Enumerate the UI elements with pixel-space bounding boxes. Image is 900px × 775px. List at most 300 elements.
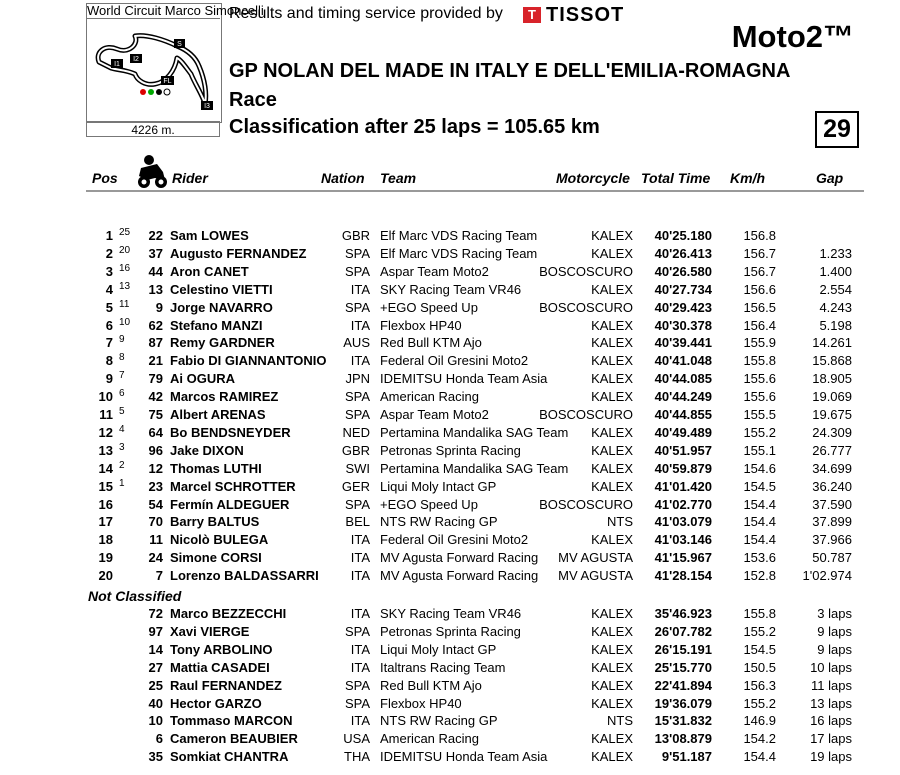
rider-name: Celestino VIETTI (170, 281, 273, 297)
position: 18 (98, 532, 113, 548)
nation: ITA (350, 568, 370, 584)
nation: SPA (344, 299, 370, 315)
rider-name: Nicolò BULEGA (170, 532, 269, 548)
gap: 1'02.974 (802, 568, 852, 584)
team-name: Aspar Team Moto2 (380, 263, 489, 279)
white-dot-icon (164, 89, 170, 95)
grid-position: 20 (119, 244, 131, 256)
speed-kmh: 155.9 (743, 335, 776, 351)
grid-position: 25 (119, 227, 131, 238)
rider-number: 87 (148, 335, 163, 351)
speed-kmh: 156.8 (743, 228, 776, 243)
rider-number: 54 (148, 496, 163, 512)
position: 5 (105, 299, 113, 315)
motorcycle: BOSCOSCURO (539, 496, 633, 512)
total-time: 41'03.079 (654, 514, 712, 530)
nation: THA (344, 749, 370, 765)
position: 13 (98, 442, 113, 458)
gap: 1.400 (819, 263, 852, 279)
grid-position: 4 (119, 423, 125, 435)
table-row (86, 334, 864, 352)
table-row (86, 460, 864, 478)
rider-number: 70 (148, 514, 163, 530)
speed-kmh: 156.7 (743, 263, 776, 279)
rider-name: Tommaso MARCON (170, 713, 293, 729)
speed-kmh: 155.2 (743, 623, 776, 639)
total-time: 40'26.413 (654, 245, 712, 261)
speed-kmh: 156.4 (743, 317, 776, 333)
nation: ITA (350, 659, 370, 675)
rider-number: 23 (148, 478, 163, 494)
team-name: Elf Marc VDS Racing Team (380, 228, 538, 243)
gap: 34.699 (812, 460, 852, 476)
event-name: GP NOLAN DEL MADE IN ITALY E DELL'EMILIA-ROMAGNA (229, 60, 791, 82)
speed-kmh: 154.4 (743, 514, 776, 530)
rider-number: 12 (148, 460, 163, 476)
rider-number: 40 (148, 695, 163, 711)
nation: SPA (344, 245, 370, 261)
rider-number: 14 (148, 641, 163, 657)
rider-name: Marco BEZZECCHI (170, 606, 287, 621)
gap: 50.787 (812, 550, 852, 566)
speed-kmh: 154.5 (743, 478, 776, 494)
table-row (86, 263, 864, 281)
motorcycle: KALEX (591, 335, 633, 351)
rider-number: 42 (148, 389, 163, 405)
rider-name: Hector GARZO (170, 695, 262, 711)
total-time: 40'41.048 (654, 353, 712, 369)
rider-name: Simone CORSI (170, 550, 262, 566)
table-row (86, 748, 864, 766)
rider-name: Jake DIXON (170, 442, 244, 458)
table-row (86, 478, 864, 496)
gap: 1.233 (819, 245, 852, 261)
rider-number: 72 (148, 606, 163, 621)
rider-number: 62 (148, 317, 163, 333)
motorcycle: KALEX (591, 623, 633, 639)
total-time: 40'26.580 (654, 263, 712, 279)
gap: 10 laps (810, 659, 852, 675)
header-gap: Gap (816, 170, 844, 186)
table-row (86, 567, 864, 585)
motorcycle: KALEX (591, 749, 633, 765)
position: 20 (98, 568, 113, 584)
team-name: NTS RW Racing GP (380, 713, 498, 729)
rider-number: 21 (148, 353, 163, 369)
gap: 9 laps (817, 623, 852, 639)
nation: SPA (344, 623, 370, 639)
rider-name: Aron CANET (170, 263, 249, 279)
speed-kmh: 155.8 (743, 606, 776, 621)
gap: 3 laps (817, 606, 852, 621)
gap: 37.899 (812, 514, 852, 530)
motorcycle: NTS (607, 713, 633, 729)
motorcycle: KALEX (591, 731, 633, 747)
nation: ITA (350, 713, 370, 729)
rider-name: Mattia CASADEI (170, 659, 270, 675)
motorcycle: KALEX (591, 606, 633, 621)
table-row (86, 352, 864, 370)
team-name: Federal Oil Gresini Moto2 (380, 353, 529, 369)
motorcycle: KALEX (591, 245, 633, 261)
nation: ITA (350, 532, 370, 548)
team-name: American Racing (380, 389, 479, 405)
motorcycle: KALEX (591, 641, 633, 657)
motorcycle: KALEX (591, 424, 633, 440)
team-name: SKY Racing Team VR46 (380, 606, 522, 621)
team-name: Petronas Sprinta Racing (380, 623, 521, 639)
tissot-wordmark: TISSOT (546, 4, 625, 26)
gap: 15.868 (812, 353, 852, 369)
rider-name: Marcos RAMIREZ (170, 389, 279, 405)
total-time: 40'51.957 (654, 442, 712, 458)
gap: 16 laps (810, 713, 852, 729)
total-time: 41'15.967 (654, 550, 712, 566)
timing-service-text: Results and timing service provided by (229, 5, 503, 22)
red-light-icon (140, 89, 146, 95)
motorcycle: KALEX (591, 478, 633, 494)
team-name: Petronas Sprinta Racing (380, 442, 521, 458)
team-name: Flexbox HP40 (380, 317, 462, 333)
speed-kmh: 156.3 (743, 677, 776, 693)
motorcycle: KALEX (591, 389, 633, 405)
table-row (86, 281, 864, 299)
nation: SPA (344, 695, 370, 711)
rider-name: Somkiat CHANTRA (170, 749, 289, 765)
gap: 24.309 (812, 424, 852, 440)
rider-number: 44 (148, 263, 163, 279)
rider-name: Marcel SCHROTTER (170, 478, 296, 494)
map-label-i2: I2 (133, 56, 139, 63)
grid-position: 10 (119, 316, 131, 328)
gap: 17 laps (810, 731, 852, 747)
position: 9 (105, 371, 113, 387)
motorcycle: BOSCOSCURO (539, 263, 633, 279)
rider-number: 6 (155, 731, 163, 747)
team-name: Red Bull KTM Ajo (380, 677, 482, 693)
motorcycle: BOSCOSCURO (539, 407, 633, 422)
table-row (86, 299, 864, 317)
gap: 37.966 (812, 532, 852, 548)
header-team: Team (380, 170, 417, 186)
total-time: 26'15.191 (654, 641, 712, 657)
rider-number: 79 (148, 371, 163, 387)
motorcycle: MV AGUSTA (558, 550, 633, 566)
speed-kmh: 154.5 (743, 641, 776, 657)
motorcycle: KALEX (591, 353, 633, 369)
gap: 19.675 (812, 407, 852, 422)
rider-name: Lorenzo BALDASSARRI (170, 568, 319, 584)
position: 10 (98, 389, 113, 405)
grid-position: 2 (119, 459, 125, 471)
motorcycle: KALEX (591, 677, 633, 693)
motorcycle: KALEX (591, 659, 633, 675)
nation: ITA (350, 353, 370, 369)
table-row (86, 695, 864, 713)
rider-number: 11 (149, 532, 163, 548)
table-row (86, 424, 864, 442)
speed-kmh: 156.7 (743, 245, 776, 261)
gap: 14.261 (812, 335, 852, 351)
class-title: Moto2™ (731, 19, 854, 54)
grid-position: 1 (119, 477, 125, 489)
position: 2 (105, 245, 113, 261)
grid-position: 5 (119, 406, 125, 417)
position: 15 (98, 478, 113, 494)
team-name: Pertamina Mandalika SAG Team (380, 424, 569, 440)
motorcycle: KALEX (591, 460, 633, 476)
nation: GBR (341, 442, 370, 458)
motorcycle: KALEX (591, 442, 633, 458)
position: 8 (105, 353, 113, 369)
nation: SPA (344, 677, 370, 693)
total-time: 41'01.420 (654, 478, 712, 494)
rider-name: Tony ARBOLINO (170, 641, 273, 657)
rider-number: 25 (148, 677, 163, 693)
table-row (86, 442, 864, 460)
nation: SWI (345, 460, 370, 476)
total-time: 40'59.879 (654, 460, 712, 476)
header-nation: Nation (321, 170, 365, 186)
total-time: 35'46.923 (654, 606, 712, 621)
position: 6 (105, 317, 113, 333)
team-name: SKY Racing Team VR46 (380, 281, 522, 297)
team-name: Flexbox HP40 (380, 695, 462, 711)
speed-kmh: 155.5 (743, 407, 776, 422)
position: 16 (98, 496, 113, 512)
team-name: MV Agusta Forward Racing (380, 568, 539, 584)
total-time: 26'07.782 (654, 623, 712, 639)
motorcycle: MV AGUSTA (558, 568, 633, 584)
total-time: 41'28.154 (654, 568, 712, 584)
speed-kmh: 154.2 (743, 731, 776, 747)
position: 4 (105, 281, 113, 297)
speed-kmh: 154.4 (743, 496, 776, 512)
team-name: Red Bull KTM Ajo (380, 335, 482, 351)
gap: 36.240 (812, 478, 852, 494)
grid-position: 6 (119, 388, 125, 400)
rider-number: 13 (148, 281, 163, 297)
table-row (86, 245, 864, 263)
table-row (86, 712, 864, 730)
total-time: 9'51.187 (661, 749, 712, 765)
classification-title: Classification after 25 laps = 105.65 km (229, 116, 600, 138)
speed-kmh: 154.4 (743, 749, 776, 765)
position: 17 (98, 514, 113, 530)
motorcycle: KALEX (591, 228, 633, 243)
speed-kmh: 156.5 (743, 299, 776, 315)
gap: 19 laps (810, 749, 852, 765)
total-time: 40'29.423 (654, 299, 712, 315)
gap: 2.554 (819, 281, 852, 297)
motorcycle: BOSCOSCURO (539, 299, 633, 315)
speed-kmh: 156.6 (743, 281, 776, 297)
rider-number: 27 (148, 659, 163, 675)
motorcycle: KALEX (591, 317, 633, 333)
table-row (86, 496, 864, 514)
gap: 4.243 (819, 299, 852, 315)
circuit-name: World Circuit Marco Simoncelli (87, 3, 264, 18)
speed-kmh: 150.5 (743, 659, 776, 675)
rider-name: Ai OGURA (170, 371, 235, 387)
rider-name: Thomas LUTHI (170, 460, 262, 476)
team-name: Pertamina Mandalika SAG Team (380, 460, 569, 476)
table-row (86, 513, 864, 531)
position: 14 (98, 460, 113, 476)
nation: SPA (344, 407, 370, 422)
nation: GER (341, 478, 370, 494)
gap: 11 laps (811, 677, 852, 693)
black-dot-icon (156, 89, 162, 95)
rider-number: 22 (148, 228, 163, 243)
grid-position: 9 (119, 334, 125, 346)
nation: ITA (350, 281, 370, 297)
rider-name: Bo BENDSNEYDER (170, 424, 291, 440)
speed-kmh: 155.2 (743, 424, 776, 440)
header-motorcycle: Motorcycle (556, 170, 630, 186)
total-time: 13'08.879 (654, 731, 712, 747)
session-name: Race (229, 89, 277, 111)
total-time: 40'30.378 (654, 317, 712, 333)
total-time: 40'49.489 (654, 424, 712, 440)
team-name: American Racing (380, 731, 479, 747)
grid-position: 16 (119, 262, 131, 274)
rider-number: 97 (148, 623, 163, 639)
total-time: 25'15.770 (654, 659, 712, 675)
speed-kmh: 154.4 (743, 532, 776, 548)
rider-number: 37 (148, 245, 163, 261)
rider-number: 64 (148, 424, 163, 440)
team-name: Federal Oil Gresini Moto2 (380, 532, 529, 548)
total-time: 40'27.734 (654, 281, 712, 297)
total-time: 40'44.085 (654, 371, 712, 387)
map-label-i1: I1 (114, 61, 120, 68)
table-row (86, 730, 864, 748)
table-row (86, 317, 864, 335)
nation: SPA (344, 263, 370, 279)
rider-name: Cameron BEAUBIER (170, 731, 298, 747)
motorcycle: KALEX (591, 281, 633, 297)
team-name: IDEMITSU Honda Team Asia (380, 371, 548, 387)
total-time: 15'31.832 (654, 713, 712, 729)
gap: 37.590 (812, 496, 852, 512)
gap: 13 laps (810, 695, 852, 711)
nation: ITA (350, 606, 370, 621)
team-name: IDEMITSU Honda Team Asia (380, 749, 548, 765)
table-row (86, 531, 864, 549)
grid-position: 11 (119, 298, 130, 310)
total-time: 41'02.770 (654, 496, 712, 512)
motorcycle: KALEX (591, 695, 633, 711)
rider-name: Barry BALTUS (170, 514, 260, 530)
speed-kmh: 155.1 (743, 442, 776, 458)
total-time: 22'41.894 (654, 677, 712, 693)
rider-number: 96 (148, 442, 163, 458)
table-row (86, 388, 864, 406)
nation: AUS (343, 335, 370, 351)
nation: SPA (344, 496, 370, 512)
position: 19 (98, 550, 113, 566)
motorcycle-rider-icon (135, 154, 169, 190)
table-row (86, 549, 864, 567)
nation: BEL (345, 514, 370, 530)
speed-kmh: 155.8 (743, 353, 776, 369)
team-name: +EGO Speed Up (380, 496, 478, 512)
rider-number: 7 (155, 568, 163, 584)
rider-number: 75 (148, 407, 163, 422)
rider-number: 35 (148, 749, 163, 765)
nation: ITA (350, 641, 370, 657)
rider-name: Augusto FERNANDEZ (170, 245, 307, 261)
nation: NED (342, 424, 370, 440)
map-label-i3: I3 (204, 103, 210, 110)
map-label-fl: FL (163, 78, 172, 85)
position: 1 (105, 228, 113, 243)
rider-name: Albert ARENAS (170, 407, 266, 422)
team-name: Elf Marc VDS Racing Team (380, 245, 538, 261)
position: 12 (98, 424, 113, 440)
nation: JPN (345, 371, 370, 387)
grid-position: 13 (119, 280, 131, 292)
team-name: Liqui Moly Intact GP (380, 478, 497, 494)
rider-name: Remy GARDNER (170, 335, 275, 351)
table-row (86, 227, 864, 245)
nation: SPA (344, 389, 370, 405)
table-row (86, 605, 864, 623)
header-kmh: Km/h (730, 170, 765, 186)
total-time: 40'44.855 (654, 407, 712, 422)
speed-kmh: 146.9 (743, 713, 776, 729)
table-row (86, 641, 864, 659)
tissot-mark-icon: T (523, 7, 541, 23)
speed-kmh: 155.2 (743, 695, 776, 711)
not-classified-label: Not Classified (88, 588, 182, 604)
table-row (86, 659, 864, 677)
rider-name: Xavi VIERGE (170, 623, 250, 639)
map-label-s: S (177, 41, 182, 48)
table-header (86, 168, 864, 192)
table-row (86, 370, 864, 388)
team-name: MV Agusta Forward Racing (380, 550, 539, 566)
rider-name: Jorge NAVARRO (170, 299, 273, 315)
rider-name: Fermín ALDEGUER (170, 496, 290, 512)
rider-name: Sam LOWES (170, 228, 249, 243)
rider-number: 24 (148, 550, 163, 566)
position: 7 (105, 335, 113, 351)
rider-number: 10 (148, 713, 163, 729)
rider-number: 9 (155, 299, 163, 315)
grid-position: 3 (119, 441, 125, 453)
total-time: 40'44.249 (654, 389, 712, 405)
nation: GBR (341, 228, 370, 243)
table-row (86, 677, 864, 695)
motorcycle: NTS (607, 514, 633, 530)
speed-kmh: 155.6 (743, 371, 776, 387)
gap: 9 laps (817, 641, 852, 657)
speed-kmh: 155.6 (743, 389, 776, 405)
position: 11 (99, 407, 113, 422)
header-rider: Rider (172, 170, 208, 186)
circuit-length: 4226 m. (86, 121, 220, 137)
header-total-time: Total Time (641, 170, 711, 186)
rider-name: Fabio DI GIANNANTONIO (170, 353, 327, 369)
grid-position: 7 (119, 370, 125, 382)
gap: 26.777 (812, 442, 852, 458)
total-time: 40'25.180 (654, 228, 712, 243)
gap: 19.069 (812, 389, 852, 405)
total-time: 41'03.146 (654, 532, 712, 548)
team-name: Liqui Moly Intact GP (380, 641, 497, 657)
